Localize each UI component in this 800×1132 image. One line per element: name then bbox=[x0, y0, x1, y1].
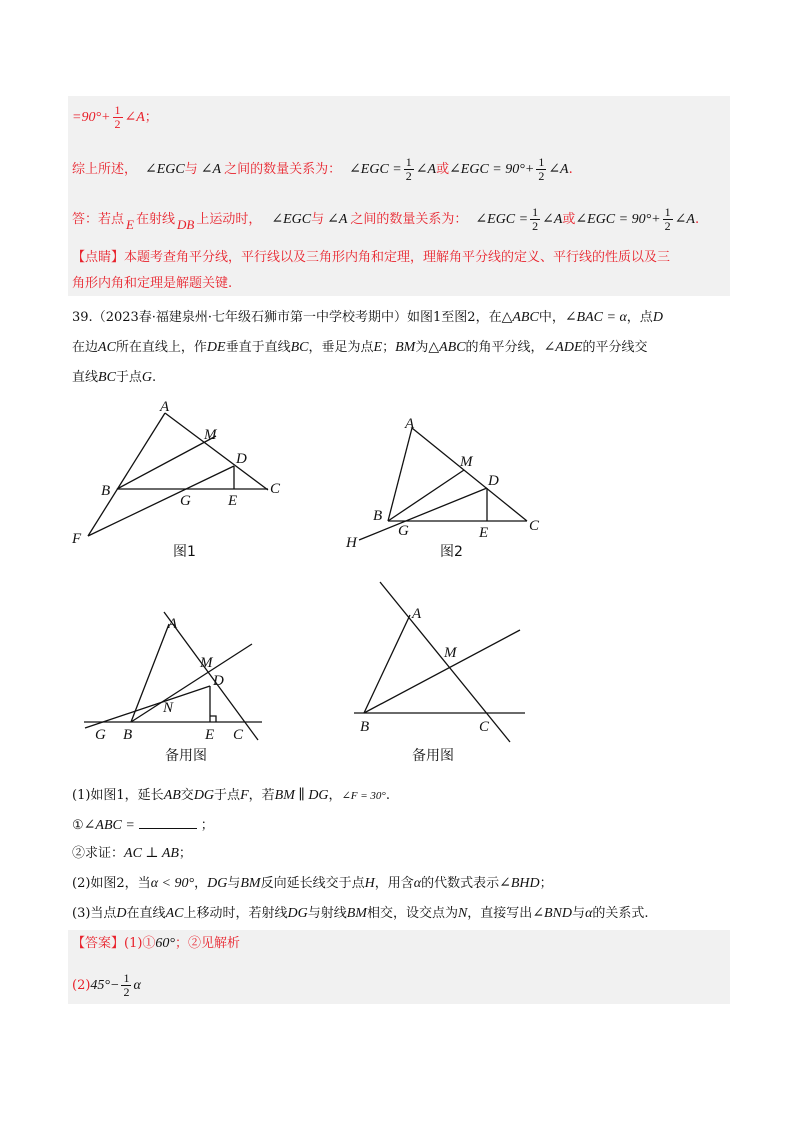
answer-line-1: 【答案】(1)①60°；②见解析 bbox=[72, 936, 241, 951]
label-C: C bbox=[270, 481, 281, 497]
label-M: M bbox=[444, 645, 457, 661]
label-B: B bbox=[123, 727, 133, 743]
solution-line-1: =90°+ $\frac{1}{2}$ ∠A； bbox=[72, 103, 158, 131]
key-point-line-1: 【点睛】本题考查角平分线，平行线以及三角形内角和定理，理解角平分线的定义、平行线的性质以及三 bbox=[72, 250, 671, 265]
figure-4-caption: 备用图 bbox=[412, 748, 454, 764]
figure-2-lines bbox=[359, 428, 527, 540]
label-D: D bbox=[236, 451, 247, 467]
answer-blank[interactable] bbox=[139, 816, 197, 829]
question-3: (3)当点D在直线AC上移动时，若射线DG与射线BM相交，设交点为N，直接写出∠BND与α的关系式. bbox=[72, 906, 649, 921]
question-2: (2)如图2，当α < 90°，DG与BM反向延长线交于点H，用含α的代数式表示∠BHD； bbox=[72, 876, 553, 891]
label-G: G bbox=[180, 493, 191, 509]
label-A: A bbox=[412, 606, 422, 622]
label-D: D bbox=[213, 673, 224, 689]
label-E: E bbox=[228, 493, 238, 509]
label-G: G bbox=[95, 727, 106, 743]
label-N: N bbox=[163, 700, 174, 716]
label-B: B bbox=[373, 508, 383, 524]
label-B: B bbox=[101, 483, 111, 499]
problem-line-1: 39.（2023春·福建泉州·七年级石狮市第一中学校考期中）如图1至图2，在△ABC中，∠BAC = α，点D bbox=[72, 310, 663, 325]
label-M: M bbox=[200, 655, 213, 671]
question-1: (1)如图1，延长AB交DG于点F，若BM ∥ DG，∠F = 30°. bbox=[72, 788, 390, 803]
label-M: M bbox=[204, 427, 217, 443]
label-D: D bbox=[488, 473, 499, 489]
problem-line-3: 直线BC于点G. bbox=[72, 370, 157, 385]
label-C: C bbox=[233, 727, 244, 743]
question-1-part-2: ②求证：AC ⊥ AB； bbox=[72, 846, 192, 861]
figure-3-caption: 备用图 bbox=[165, 748, 207, 764]
label-E: E bbox=[205, 727, 215, 743]
figure-3 bbox=[75, 605, 295, 770]
key-point-line-2: 角形内角和定理是解题关键. bbox=[72, 276, 233, 291]
label-C: C bbox=[529, 518, 540, 534]
figure-1-caption: 图1 bbox=[173, 544, 196, 560]
figure-2 bbox=[340, 405, 550, 565]
figure-4 bbox=[350, 575, 540, 770]
figure-4-lines bbox=[354, 582, 525, 742]
label-B: B bbox=[360, 719, 370, 735]
label-C: C bbox=[479, 719, 490, 735]
label-F: F bbox=[72, 531, 82, 547]
label-H: H bbox=[346, 535, 357, 551]
answer-line-2: (2)45°− $\frac{1}{2}$ α bbox=[72, 971, 141, 999]
solution-line-2: 综上所述， ∠EGC与 ∠A 之间的数量关系为： ∠EGC = $\frac{1}{2}$ ∠A或∠EGC = 90°+ $\frac{1}{2}$ ∠A. bbox=[72, 155, 573, 183]
label-G: G bbox=[398, 523, 409, 539]
question-1-part-1: ①∠ABC = ； bbox=[72, 818, 214, 833]
label-A: A bbox=[168, 616, 178, 632]
fraction: $\frac{1}{2}$ bbox=[114, 103, 121, 131]
figure-2-caption: 图2 bbox=[440, 544, 463, 560]
label-A: A bbox=[405, 416, 415, 432]
problem-line-2: 在边AC所在直线上，作DE垂直于直线BC，垂足为点E；BM为△ABC的角平分线，∠ADE的平分线交 bbox=[72, 340, 648, 355]
label-M: M bbox=[460, 454, 473, 470]
figure-1 bbox=[60, 392, 300, 572]
label-E: E bbox=[479, 525, 489, 541]
figure-1-lines bbox=[88, 413, 268, 536]
solution-line-3: 答：若点 E 在射线 DB 上运动时， ∠EGC与 ∠A 之间的数量关系为： ∠EGC = $\frac{1}{2}$ ∠A或∠EGC = 90°+ $\frac{1}{2}$ ∠A. bbox=[72, 205, 700, 233]
label-A: A bbox=[160, 399, 170, 415]
